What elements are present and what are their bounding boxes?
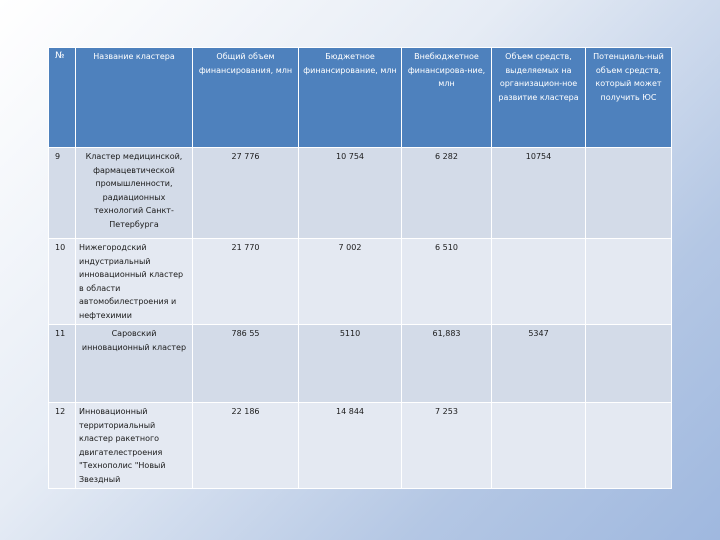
cell-extrabudget-financing: 6 510 [402, 239, 492, 325]
cell-total-financing: 786 55 [193, 325, 299, 403]
cell-extrabudget-financing: 7 253 [402, 403, 492, 489]
header-number: № [49, 48, 76, 148]
cell-allocated-funds [492, 403, 586, 489]
cell-extrabudget-financing: 6 282 [402, 148, 492, 239]
header-potential-funds: Потенциаль-ный объем средств, который может получить ЮС [586, 48, 672, 148]
cell-number: 10 [49, 239, 76, 325]
table-row [49, 325, 672, 403]
cell-potential-funds [586, 325, 672, 403]
cell-cluster-name: Кластер медицинской, фармацевтической промышленности, радиационных технологий Санкт-Петербурга [76, 148, 193, 239]
header-budget-financing: Бюджетное финансирование, млн [299, 48, 402, 148]
cell-allocated-funds: 10754 [492, 148, 586, 239]
cell-potential-funds [586, 239, 672, 325]
cell-total-financing: 27 776 [193, 148, 299, 239]
header-cluster-name: Название кластера [76, 48, 193, 148]
cell-extrabudget-financing: 61,883 [402, 325, 492, 403]
table-row [49, 403, 672, 489]
header-allocated-funds: Объем средств, выделяемых на организацион-ное развитие кластера [492, 48, 586, 148]
cell-budget-financing: 5110 [299, 325, 402, 403]
cell-budget-financing: 14 844 [299, 403, 402, 489]
cell-cluster-name: Инновационный территориальный кластер ракетного двигателестроения "Технополис "Новый Звездный [76, 403, 193, 489]
cell-cluster-name: Нижегородский индустриальный инновационный кластер в области автомобилестроения и нефтехимии [76, 239, 193, 325]
cell-number: 11 [49, 325, 76, 403]
cell-cluster-name: Саровский инновационный кластер [76, 325, 193, 403]
cell-allocated-funds: 5347 [492, 325, 586, 403]
cell-total-financing: 22 186 [193, 403, 299, 489]
cell-total-financing: 21 770 [193, 239, 299, 325]
cell-potential-funds [586, 403, 672, 489]
cluster-financing-table [48, 47, 672, 489]
header-extrabudget-financing: Внебюджетное финансирова-ние, млн [402, 48, 492, 148]
cell-number: 9 [49, 148, 76, 239]
cell-budget-financing: 10 754 [299, 148, 402, 239]
cell-number: 12 [49, 403, 76, 489]
cell-potential-funds [586, 148, 672, 239]
table-header-row [49, 48, 672, 148]
cell-allocated-funds [492, 239, 586, 325]
header-total-financing: Общий объем финансирования, млн [193, 48, 299, 148]
table-row [49, 148, 672, 239]
table-row [49, 239, 672, 325]
cell-budget-financing: 7 002 [299, 239, 402, 325]
